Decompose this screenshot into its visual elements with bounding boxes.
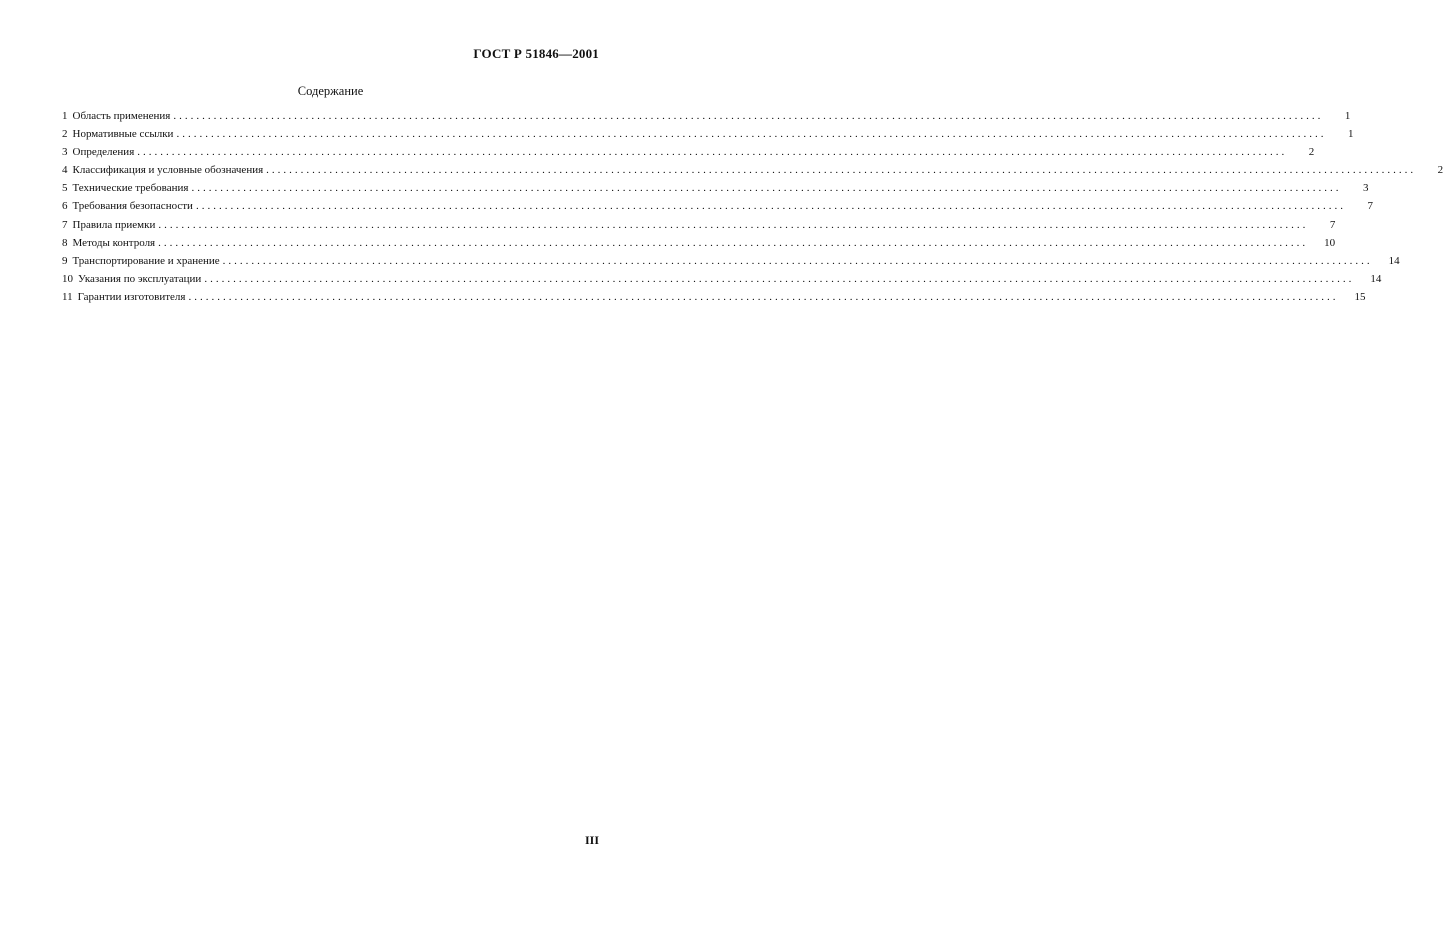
page-number: III — [584, 833, 599, 847]
toc-entry-label: Область применения — [72, 110, 171, 122]
toc-leader-dots: ........................................................................................................................................................................................................ — [158, 218, 1309, 231]
toc-leader-dots: ........................................................................................................................................................................................................ — [137, 146, 1288, 159]
toc-entry-page: 1 — [1344, 110, 1351, 122]
toc-entry[interactable] — [62, 182, 1369, 200]
toc-entry-page: 15 — [1354, 290, 1366, 303]
toc-entry-number: 7 — [62, 218, 68, 231]
toc-entry-number: 5 — [62, 182, 68, 195]
toc-entry-number: 8 — [62, 236, 68, 249]
toc-entry-label: Технические требования — [72, 182, 189, 195]
toc-entry-number: 3 — [62, 146, 68, 159]
toc-entry-page: 2 — [1308, 146, 1315, 159]
toc-entry-label: Нормативные ссылки — [72, 128, 174, 141]
toc-leader-dots: ........................................................................................................................................................................................................ — [266, 164, 1417, 177]
toc-entry-page: 2 — [1437, 164, 1443, 177]
table-of-contents — [62, 110, 1443, 309]
toc-entry[interactable] — [62, 236, 1336, 255]
toc-entry-label: Транспортирование и хранение — [72, 254, 220, 267]
toc-entry-number: 4 — [62, 164, 68, 177]
toc-entry[interactable] — [62, 164, 1443, 182]
document-code: ГОСТ Р 51846—2001 — [473, 46, 599, 61]
toc-entry-page: 7 — [1329, 218, 1336, 231]
toc-entry-label: Гарантии изготовителя — [77, 290, 186, 303]
toc-entry[interactable] — [62, 254, 1400, 273]
toc-entry-page: 7 — [1367, 200, 1373, 213]
toc-entry-label: Требования безопасности — [72, 200, 193, 213]
toc-entry[interactable] — [62, 272, 1382, 291]
toc-entry[interactable] — [62, 290, 1366, 309]
toc-entry-number: 11 — [62, 290, 73, 303]
toc-entry-number: 1 — [62, 110, 68, 122]
toc-leader-dots: ........................................................................................................................................................................................................ — [191, 182, 1342, 195]
toc-leader-dots: ........................................................................................................................................................................................................ — [204, 272, 1355, 285]
toc-entry-page: 3 — [1362, 182, 1369, 195]
toc-entry-label: Указания по эксплуатации — [78, 272, 202, 285]
toc-title: Содержание — [297, 84, 364, 98]
toc-entry-page: 1 — [1347, 128, 1354, 141]
toc-entry-number: 10 — [62, 272, 73, 285]
toc-entry-label: Классификация и условные обозначения — [72, 164, 264, 177]
toc-leader-dots: ........................................................................................................................................................................................................ — [158, 236, 1309, 249]
toc-entry-label: Методы контроля — [72, 236, 156, 249]
toc-entry-page: 10 — [1324, 236, 1336, 249]
toc-leader-dots: ........................................................................................................................................................................................................ — [173, 110, 1324, 122]
toc-leader-dots: ........................................................................................................................................................................................................ — [176, 128, 1327, 141]
toc-leader-dots: ........................................................................................................................................................................................................ — [188, 290, 1339, 303]
toc-entry-number: 9 — [62, 254, 68, 267]
toc-entry-number: 6 — [62, 200, 68, 213]
toc-entry[interactable] — [62, 146, 1315, 164]
toc-entry-number: 2 — [62, 128, 68, 141]
toc-leader-dots: ........................................................................................................................................................................................................ — [222, 254, 1373, 267]
toc-entry[interactable] — [62, 200, 1373, 218]
toc-entry[interactable] — [62, 110, 1351, 128]
toc-entry-page: 14 — [1388, 254, 1400, 267]
toc-entry-label: Правила приемки — [72, 218, 156, 231]
toc-entry[interactable] — [62, 128, 1354, 146]
toc-entry-page: 14 — [1370, 272, 1382, 285]
toc-leader-dots: ........................................................................................................................................................................................................ — [195, 200, 1346, 213]
toc-entry-label: Определения — [72, 146, 135, 159]
toc-entry[interactable] — [62, 218, 1336, 237]
